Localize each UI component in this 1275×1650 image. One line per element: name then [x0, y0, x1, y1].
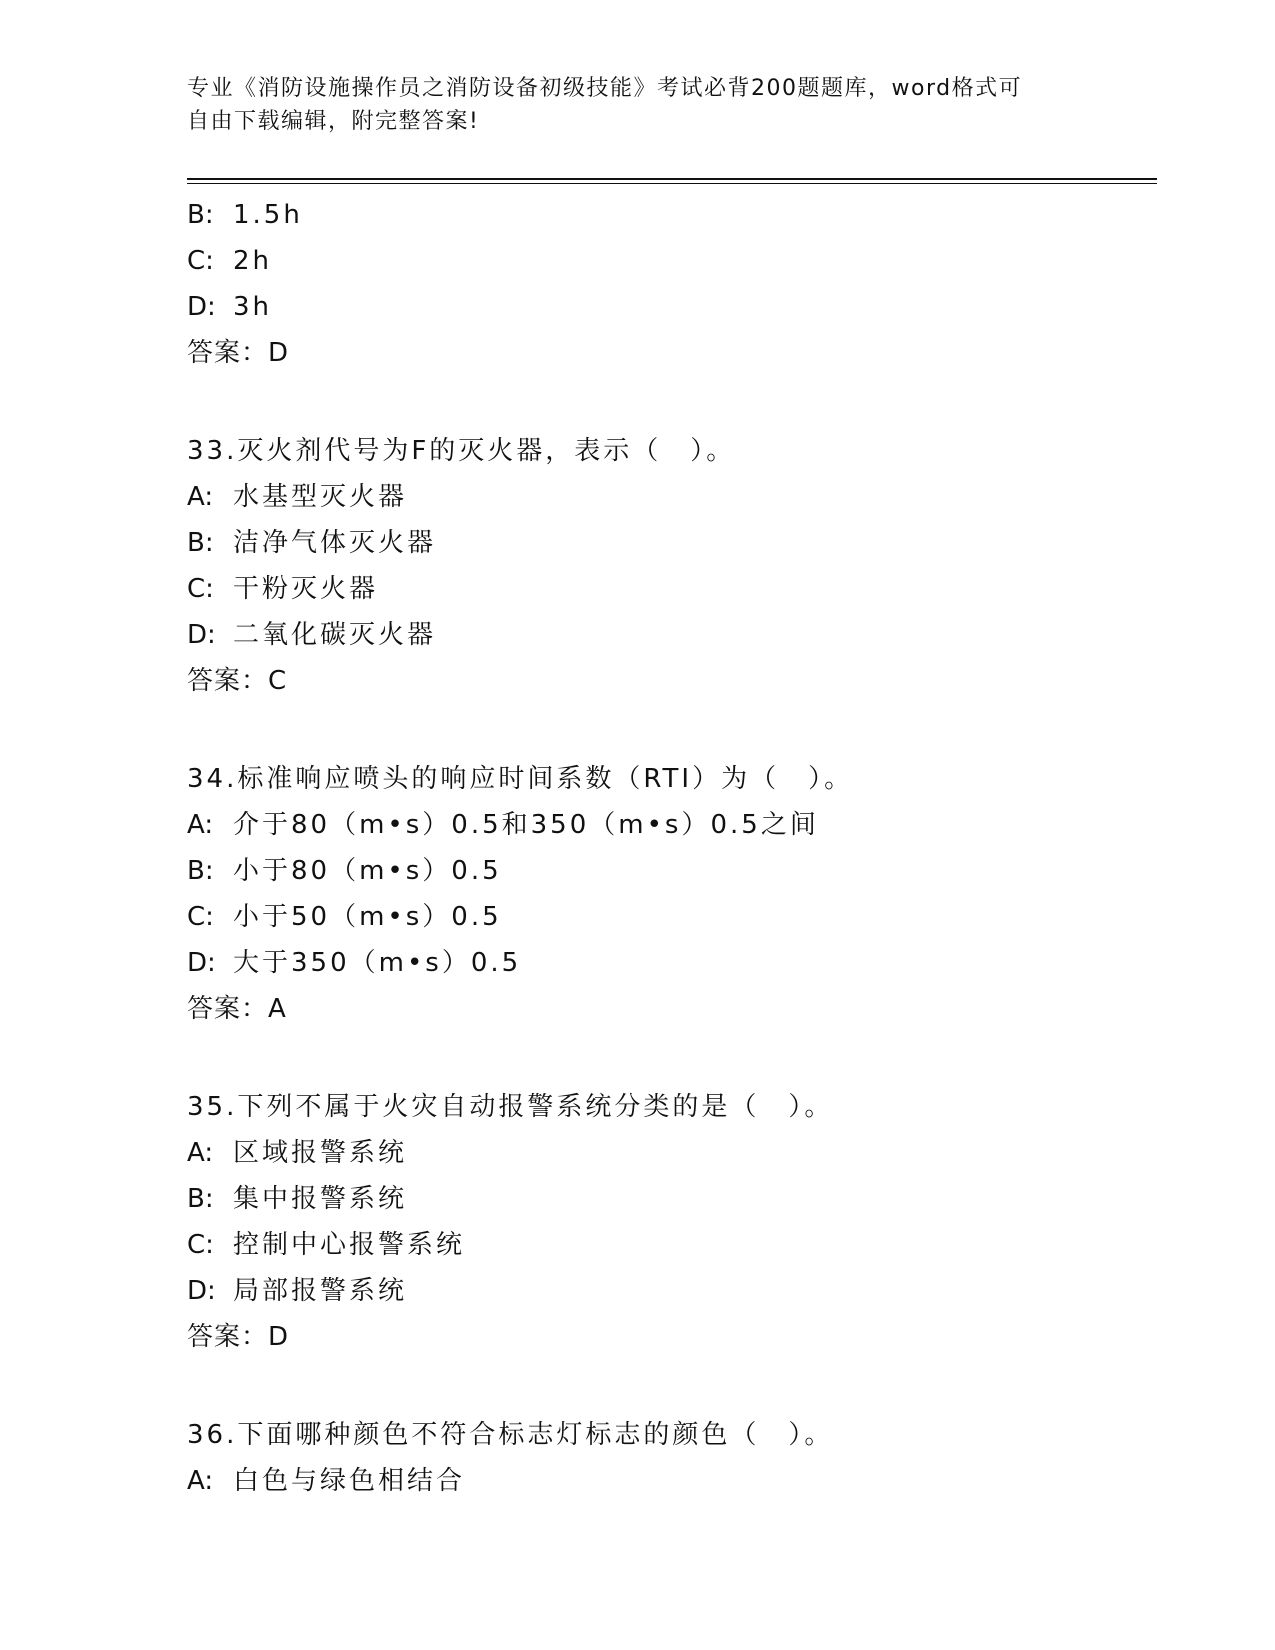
option-text: 小于50（m•s）0.5	[233, 902, 502, 932]
option-label: D:	[187, 620, 216, 650]
question-stem: 33.灭火剂代号为F的灭火器，表示（ ）。	[187, 436, 736, 466]
question-stem: 36.下面哪种颜色不符合标志灯标志的颜色（ ）。	[187, 1420, 834, 1450]
option-item	[187, 802, 1157, 848]
option-text: 区域报警系统	[233, 1138, 408, 1168]
question-block-36	[187, 1412, 1157, 1504]
option-text: 干粉灭火器	[233, 574, 379, 604]
answer-line: 答案：C	[187, 666, 288, 696]
option-text: 2h	[233, 246, 273, 276]
prev-question-block	[187, 192, 1157, 376]
option-label: C:	[187, 1230, 214, 1260]
question-stem: 34.标准响应喷头的响应时间系数（RTI）为（ ）。	[187, 764, 854, 794]
option-label: B:	[187, 200, 214, 230]
option-item	[187, 894, 1157, 940]
question-block-35	[187, 1084, 1157, 1360]
option-label: D:	[187, 292, 216, 322]
option-item	[187, 520, 1157, 566]
answer-line: 答案：D	[187, 338, 290, 368]
option-label: A:	[187, 1466, 214, 1496]
option-text: 控制中心报警系统	[233, 1230, 466, 1260]
header-title-line-1: 专业《消防设施操作员之消防设备初级技能》考试必背200题题库，word格式可	[187, 76, 1023, 101]
question-block-33	[187, 428, 1157, 704]
option-label: C:	[187, 574, 214, 604]
option-item	[187, 1458, 1157, 1504]
option-text: 1.5h	[233, 200, 303, 230]
header-divider-thick	[187, 178, 1157, 180]
header-title-line-2: 自由下载编辑，附完整答案!	[187, 109, 480, 134]
question-list	[187, 192, 1157, 1504]
option-item	[187, 1222, 1157, 1268]
option-item	[187, 192, 1157, 238]
option-item	[187, 284, 1157, 330]
option-text: 3h	[233, 292, 273, 322]
option-label: B:	[187, 528, 214, 558]
option-text: 白色与绿色相结合	[233, 1466, 466, 1496]
option-text: 洁净气体灭火器	[233, 528, 437, 558]
question-stem: 35.下列不属于火灾自动报警系统分类的是（ ）。	[187, 1092, 834, 1122]
option-item	[187, 474, 1157, 520]
option-label: A:	[187, 810, 214, 840]
option-text: 水基型灭火器	[233, 482, 408, 512]
option-item	[187, 940, 1157, 986]
option-item	[187, 1176, 1157, 1222]
option-label: C:	[187, 902, 214, 932]
option-text: 集中报警系统	[233, 1184, 408, 1214]
option-item	[187, 848, 1157, 894]
document-header	[187, 72, 1087, 138]
option-label: B:	[187, 856, 214, 886]
option-text: 局部报警系统	[233, 1276, 408, 1306]
option-item	[187, 1130, 1157, 1176]
option-item	[187, 1268, 1157, 1314]
spacer	[187, 1032, 1157, 1084]
option-label: B:	[187, 1184, 214, 1214]
spacer	[187, 376, 1157, 428]
header-divider-thin	[187, 183, 1157, 184]
option-label: D:	[187, 1276, 216, 1306]
option-text: 介于80（m•s）0.5和350（m•s）0.5之间	[233, 810, 819, 840]
option-label: C:	[187, 246, 214, 276]
answer-line: 答案：D	[187, 1322, 290, 1352]
option-label: D:	[187, 948, 216, 978]
option-text: 小于80（m•s）0.5	[233, 856, 502, 886]
option-item	[187, 566, 1157, 612]
option-text: 二氧化碳灭火器	[233, 620, 437, 650]
spacer	[187, 1360, 1157, 1412]
option-label: A:	[187, 1138, 214, 1168]
option-label: A:	[187, 482, 214, 512]
option-item	[187, 238, 1157, 284]
answer-line: 答案：A	[187, 994, 287, 1024]
spacer	[187, 704, 1157, 756]
option-item	[187, 612, 1157, 658]
option-text: 大于350（m•s）0.5	[233, 948, 522, 978]
question-block-34	[187, 756, 1157, 1032]
